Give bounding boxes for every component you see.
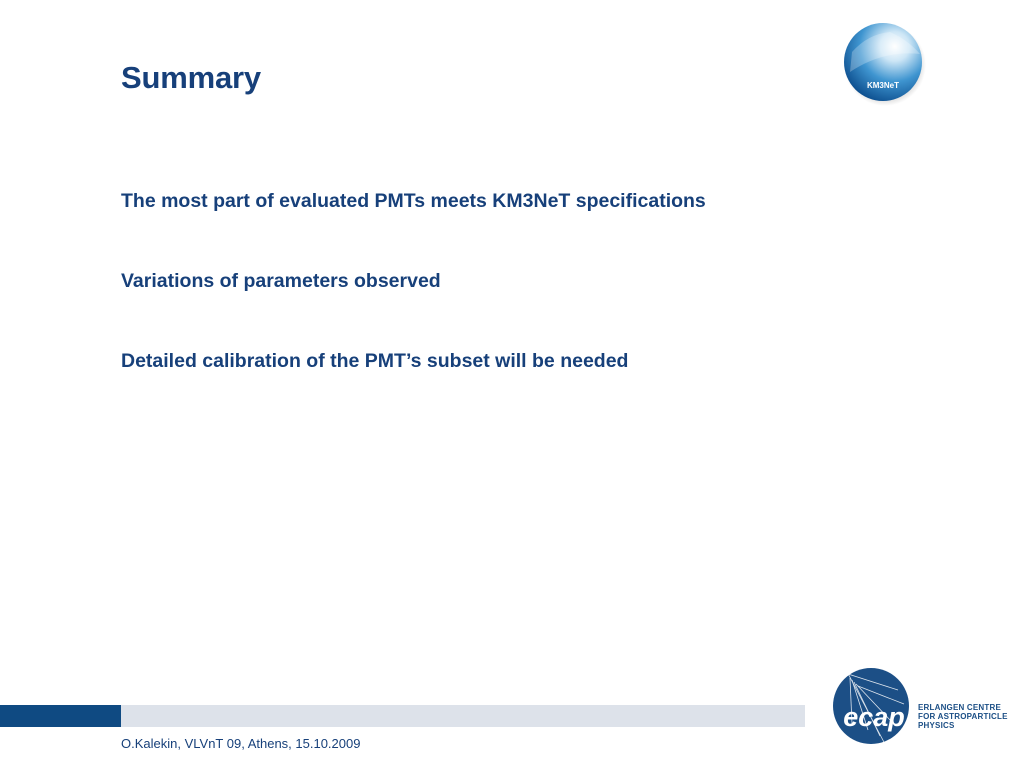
bullet-item: The most part of evaluated PMTs meets KM3NeT specifications: [121, 190, 706, 212]
footer-bar-accent: [0, 705, 121, 727]
ecap-logo-graphic: [828, 660, 918, 750]
km3net-logo-graphic: [838, 20, 928, 108]
footer-text: O.Kalekin, VLVnT 09, Athens, 15.10.2009: [121, 736, 361, 751]
km3net-logo: [838, 20, 928, 108]
bullet-item: Detailed calibration of the PMT’s subset will be needed: [121, 350, 629, 372]
bullet-item: Variations of parameters observed: [121, 270, 441, 292]
ecap-logo-text: ERLANGEN CENTRE FOR ASTROPARTICLE PHYSICS: [918, 703, 1008, 730]
slide-title: Summary: [121, 60, 261, 95]
footer-bar: [121, 705, 805, 727]
bullet-list: [121, 188, 706, 428]
km3net-logo-label: KM3NeT: [866, 81, 900, 90]
ecap-logo-label: ecap: [843, 702, 905, 732]
